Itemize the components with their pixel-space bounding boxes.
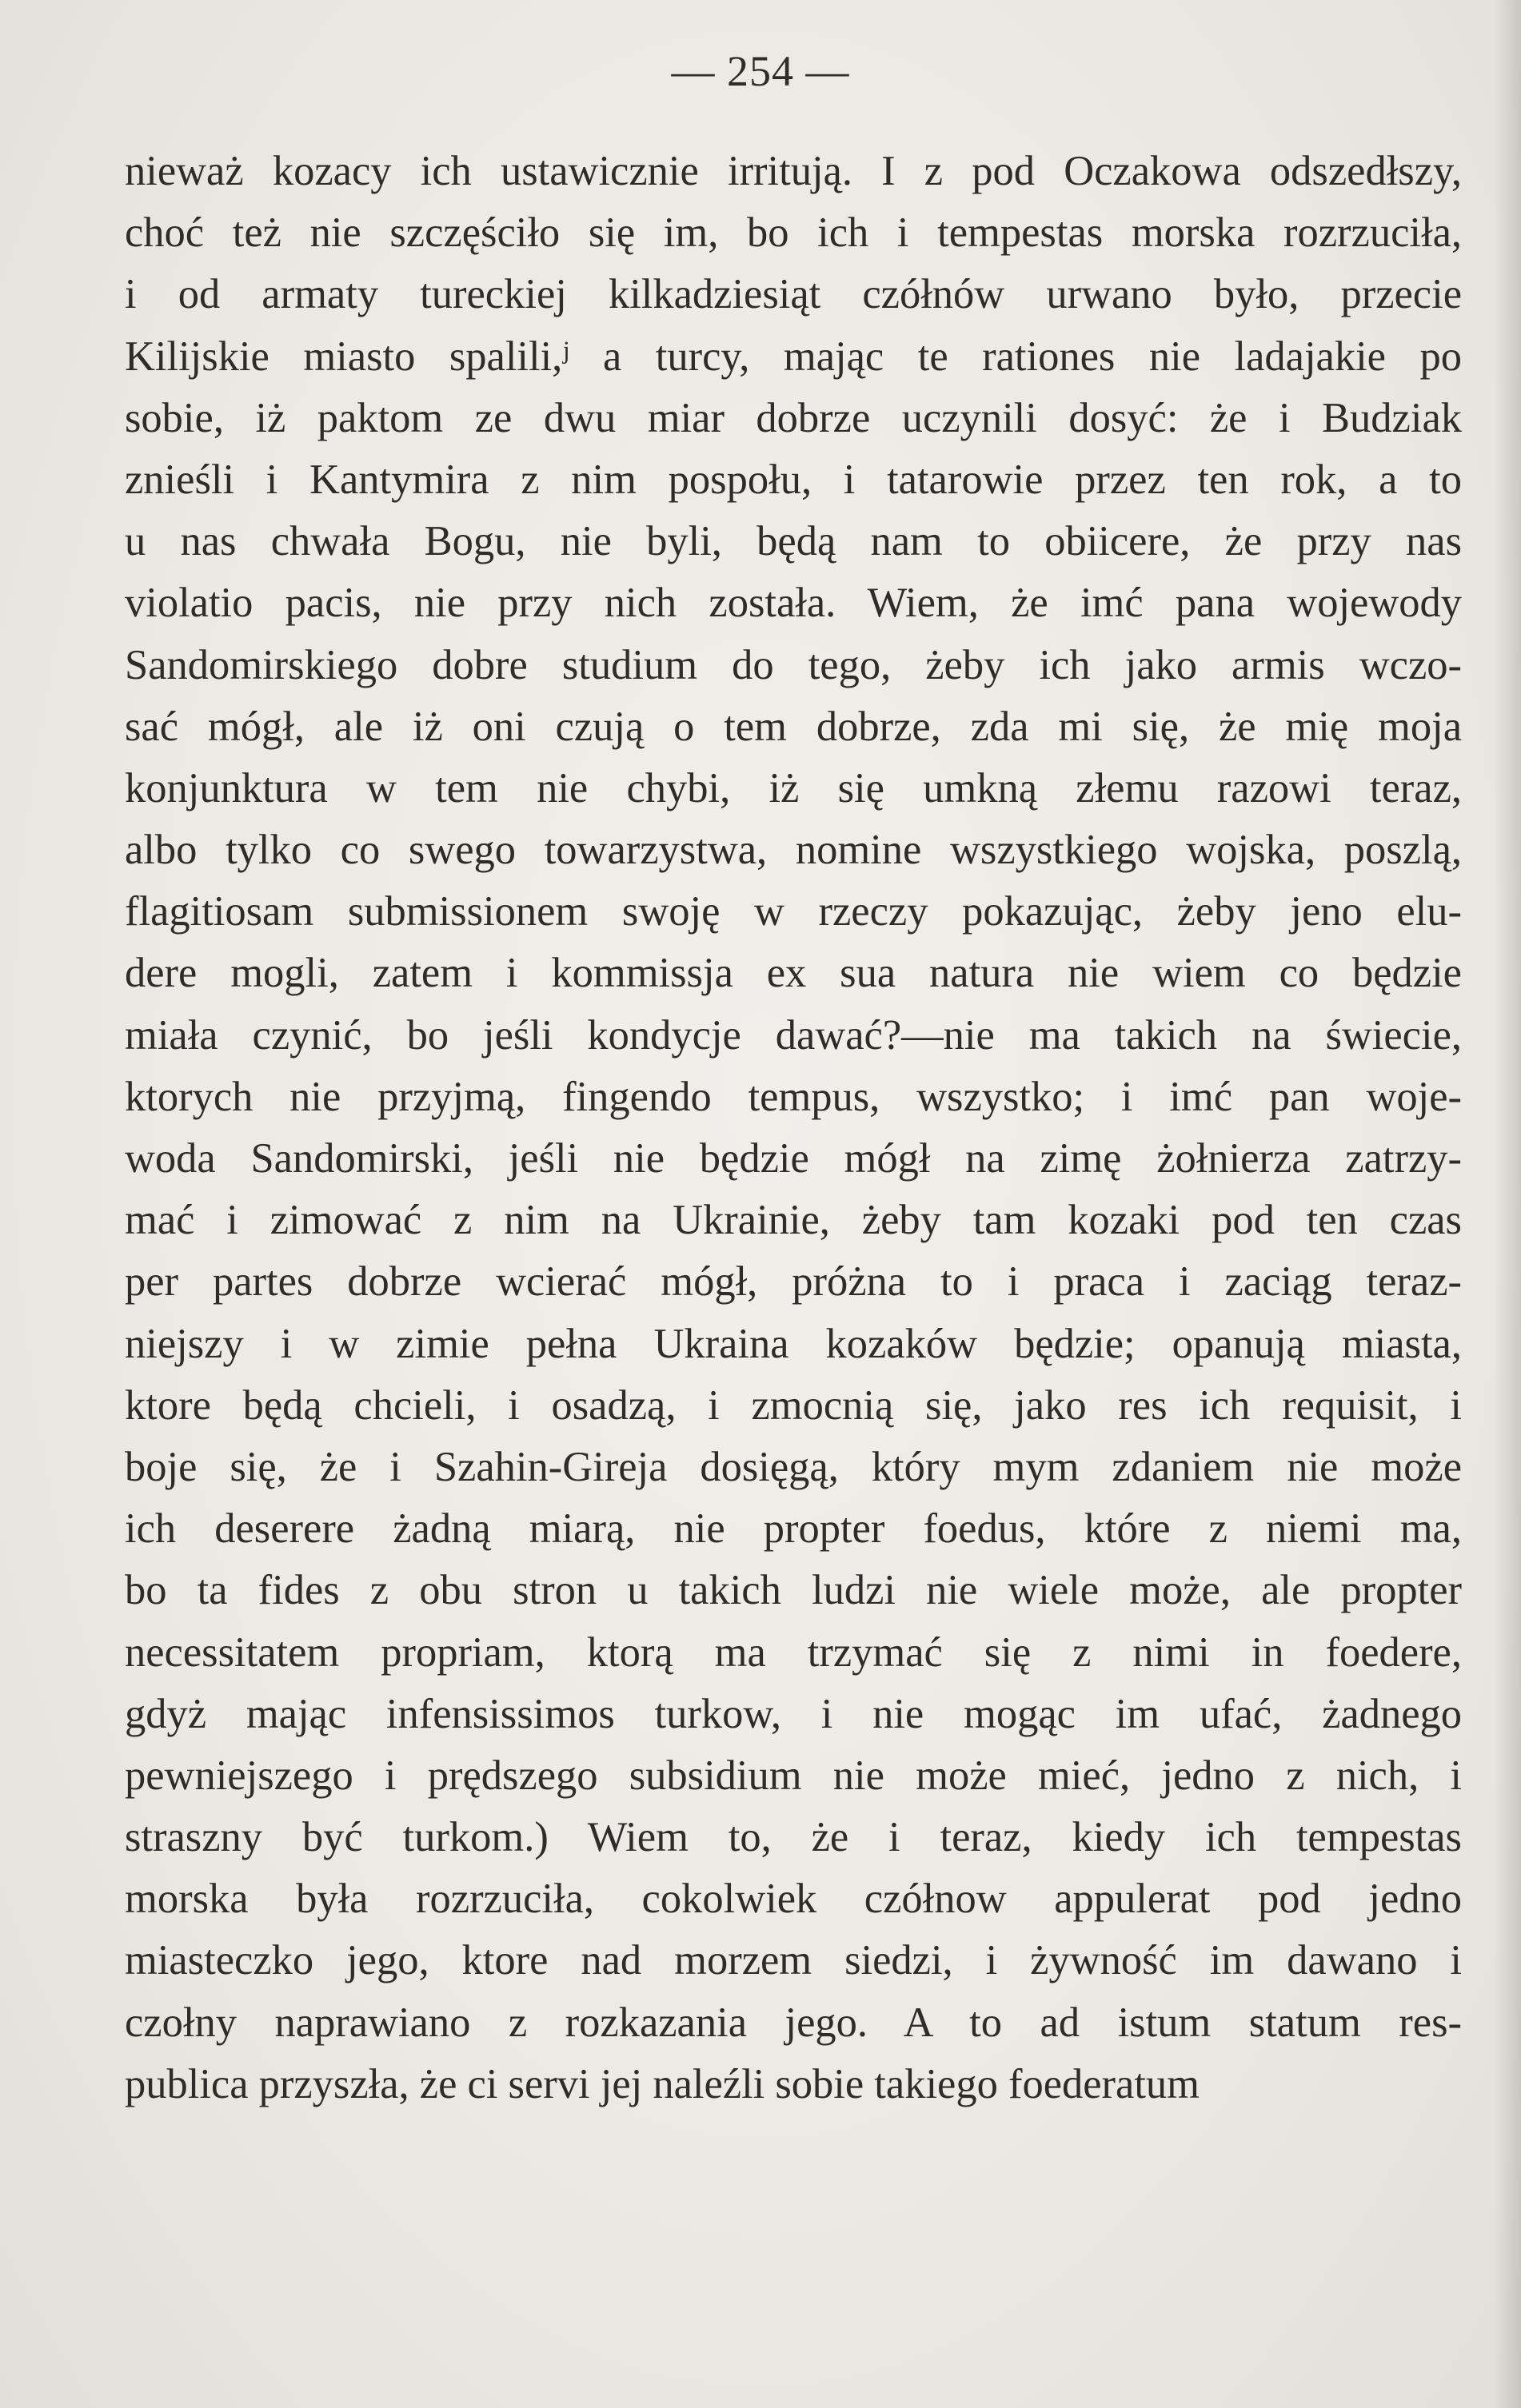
text-line: necessitatem propriam, ktorą ma trzymać się z nimi in foedere, (125, 1629, 1462, 1676)
text-line: konjunktura w tem nie chybi, iż się umkną złemu razowi teraz, (125, 764, 1462, 811)
text-line: publica przyszła, że ci servi jej naleźli sobie takiego foederatum (125, 2060, 1200, 2107)
text-line: per partes dobrze wcierać mógł, próżna to i praca i zaciąg teraz- (125, 1258, 1462, 1306)
text-line: nieważ kozacy ich ustawicznie irritują. I z pod Oczakowa odszedłszy, (125, 148, 1462, 194)
text-line: miasteczko jego, ktore nad morzem siedzi, i żywność im dawano i (125, 1937, 1462, 1984)
text-line: Kilijskie miasto spalili,ʲ a turcy, mając te rationes nie ladajakie po (125, 333, 1462, 380)
page-number: — 254 — (671, 47, 850, 95)
text-line: violatio pacis, nie przy nich została. Wiem, że imć pana wojewody (125, 580, 1462, 627)
text-line: woda Sandomirski, jeśli nie będzie mógł na zimę żołnierza zatrzy- (125, 1135, 1462, 1182)
text-line: znieśli i Kantymira z nim pospołu, i tatarowie przez ten rok, a to (125, 456, 1462, 503)
text-line: u nas chwała Bogu, nie byli, będą nam to obiicere, że przy nas (125, 518, 1462, 565)
text-line: gdyż mając infensissimos turkow, i nie mogąc im ufać, żadnego (125, 1690, 1462, 1737)
text-line: niejszy i w zimie pełna Ukraina kozaków będzie; opanują miasta, (125, 1320, 1462, 1367)
text-line: Sandomirskiego dobre studium do tego, żeby ich jako armis wczo- (125, 641, 1462, 688)
text-line: ich deserere żadną miarą, nie propter foedus, które z niemi ma, (125, 1505, 1462, 1553)
text-line: dere mogli, zatem i kommissja ex sua natura nie wiem co będzie (125, 950, 1462, 997)
text-line: bo ta fides z obu stron u takich ludzi nie wiele może, ale propter (125, 1567, 1462, 1614)
text-line: sać mógł, ale iż oni czują o tem dobrze, zda mi się, że mię moja (125, 703, 1462, 750)
text-line: sobie, iż paktom ze dwu miar dobrze uczynili dosyć: że i Budziak (125, 394, 1462, 441)
text-line: ktorych nie przyjmą, fingendo tempus, wszystko; i imć pan woje- (125, 1073, 1462, 1120)
text-line: ktore będą chcieli, i osadzą, i zmocnią się, jako res ich requisit, i (125, 1381, 1462, 1429)
text-line: miała czynić, bo jeśli kondycje dawać?—nie ma takich na świecie, (125, 1011, 1462, 1058)
text-line: straszny być turkom.) Wiem to, że i teraz, kiedy ich tempestas (125, 1814, 1462, 1861)
body-text (125, 141, 1462, 2115)
text-line: boje się, że i Szahin-Gireja dosięgą, który mym zdaniem nie może (125, 1443, 1462, 1490)
text-line: czołny naprawiano z rozkazania jego. A to ad istum statum res- (125, 1999, 1462, 2046)
text-line: albo tylko co swego towarzystwa, nomine wszystkiego wojska, poszlą, (125, 827, 1462, 874)
text-line: mać i zimować z nim na Ukrainie, żeby tam kozaki pod ten czas (125, 1197, 1462, 1244)
text-line: morska była rozrzuciła, cokolwiek czółnow appulerat pod jedno (125, 1876, 1462, 1923)
text-line: pewniejszego i prędszego subsidium nie może mieć, jedno z nich, i (125, 1752, 1462, 1799)
text-line: i od armaty tureckiej kilkadziesiąt czółnów urwano było, przecie (125, 271, 1462, 318)
text-line: choć też nie szczęściło się im, bo ich i tempestas morska rozrzuciła, (125, 209, 1462, 257)
text-line: flagitiosam submissionem swoję w rzeczy pokazując, żeby jeno elu- (125, 888, 1462, 935)
